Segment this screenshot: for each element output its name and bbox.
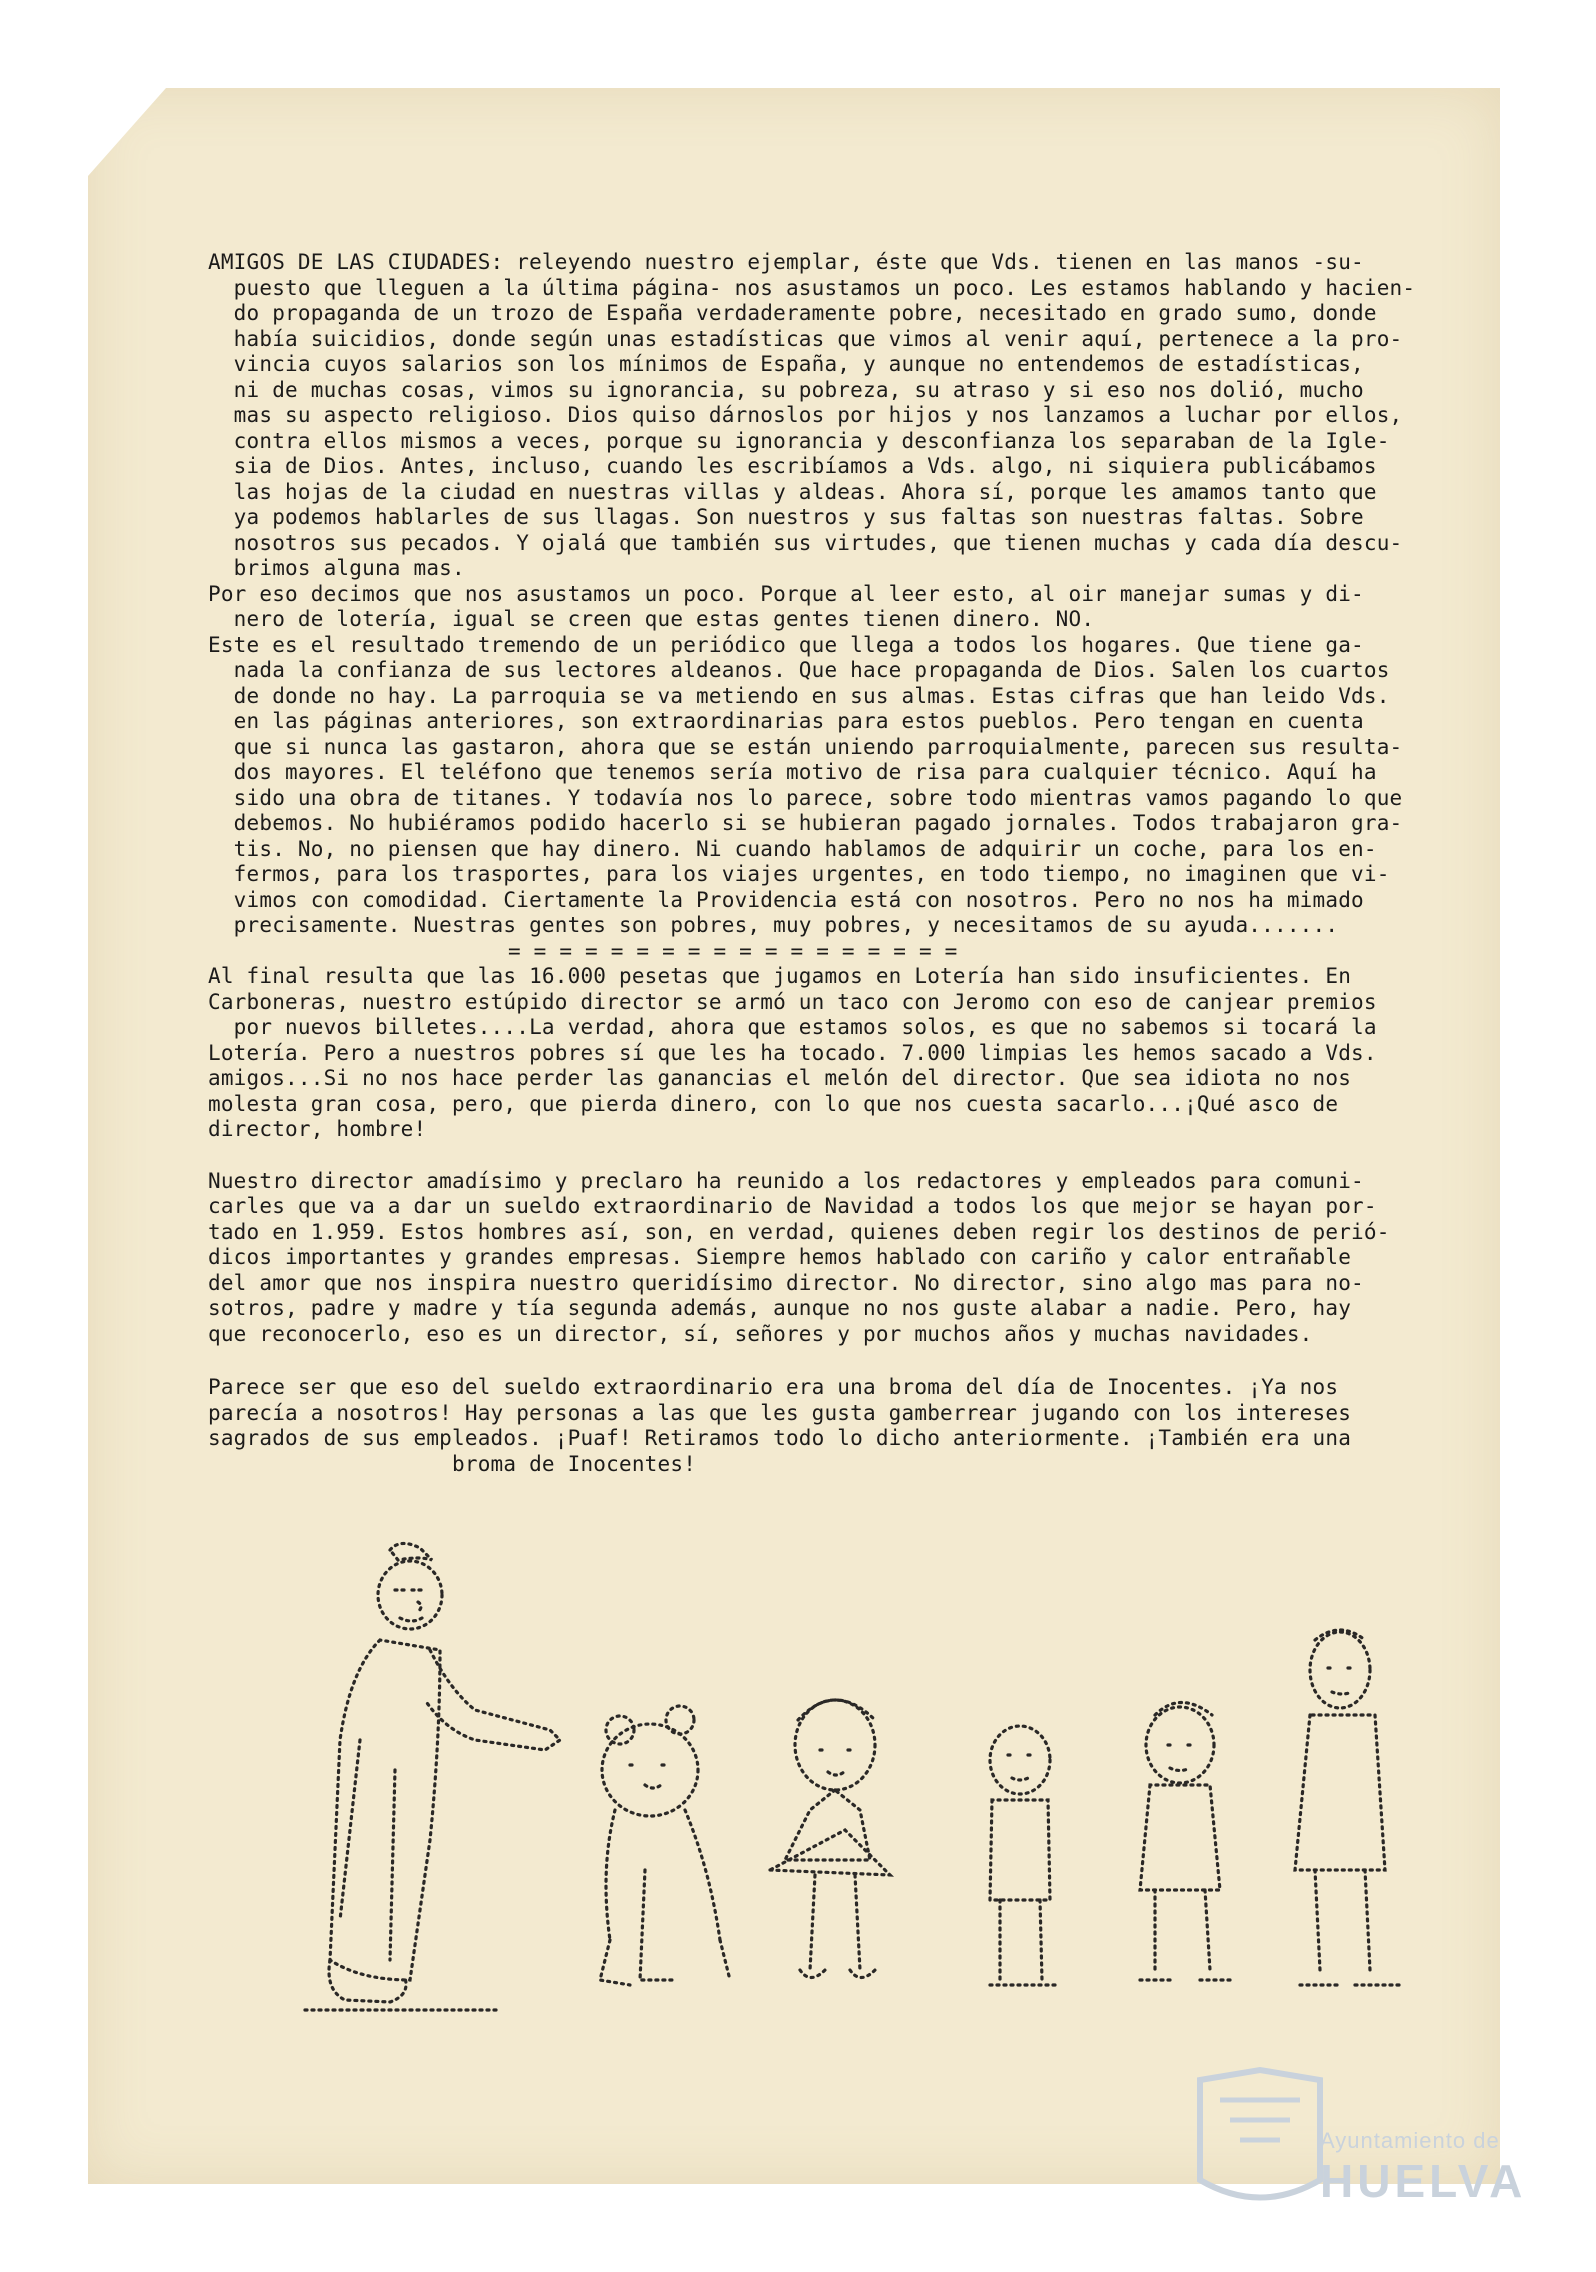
paragraph-amigos [208, 250, 1478, 582]
text-line: del amor que nos inspira nuestro queridísimo director. No director, sino algo mas para no- [208, 1270, 1364, 1295]
text-line: carles que va a dar un sueldo extraordinario de Navidad a todos los que mejor se hayan por- [208, 1194, 1377, 1218]
text-line: nero de lotería, igual se creen que estas gentes tienen dinero. NO. [208, 607, 1095, 631]
girl-figure [770, 1700, 890, 1978]
text-line: do propaganda de un trozo de España verdaderamente pobre, necesitado en grado sumo, donde [208, 301, 1377, 325]
text-line: vincia cuyos salarios son los mínimos de España, y aunque no entendemos de estadísticas, [208, 352, 1364, 376]
text-line: parecía a nosotros! Hay personas a las que les gusta gamberrear jugando con los intereses [208, 1400, 1352, 1425]
text-line: sia de Dios. Antes, incluso, cuando les escribíamos a Vds. algo, ni siquiera publicábamos [208, 454, 1377, 478]
separator-line: = = = = = = = = = = = = = = = = = = [508, 938, 958, 963]
text-line: Este es el resultado tremendo de un periódico que llega a todos los hogares. Que tiene ga- [208, 632, 1364, 657]
text-line: AMIGOS DE LAS CIUDADES: releyendo nuestro ejemplar, éste que Vds. tienen en las manos -su- [208, 250, 1364, 274]
watermark-line2: HUELVA [1320, 2155, 1527, 2207]
text-line: brimos alguna mas. [208, 556, 465, 580]
paragraph-gap [208, 1143, 1478, 1169]
text-line: Parece ser que eso del sueldo extraordinario era una broma del día de Inocentes. ¡Ya nos [208, 1375, 1339, 1399]
text-line: precisamente. Nuestras gentes son pobres, muy pobres, y necesitamos de su ayuda....... [208, 913, 1339, 937]
text-line: ya podemos hablarles de sus llagas. Son nuestros y sus faltas son nuestras faltas. Sobre [208, 505, 1364, 529]
paragraph-gap [208, 1347, 1478, 1375]
priest-figure [305, 1543, 560, 2010]
text-line: nada la confianza de sus lectores aldeanos. Que hace propaganda de Dios. Salen los cuartos [208, 658, 1390, 682]
text-line: Por eso decimos que nos asustamos un poco. Porque al leer esto, al oir manejar sumas y di- [208, 581, 1364, 606]
text-line: por nuevos billetes....La verdad, ahora que estamos solos, es que no sabemos si tocará la [208, 1015, 1377, 1039]
text-line: que si nunca las gastaron, ahora que se están uniendo parroquialmente, parecen sus resulta- [208, 734, 1403, 759]
text-line: que reconocerlo, eso es un director, sí, señores y por muchos años y muchas navidades. [208, 1321, 1313, 1346]
text-line: nosotros sus pecados. Y ojalá que también sus virtudes, que tienen muchas y cada día descu- [208, 530, 1403, 555]
text-line: tis. No, no piensen que hay dinero. Ni cuando hablamos de adquirir un coche, para los en- [208, 836, 1377, 861]
text-line: amigos...Si no nos hace perder las ganancias el melón del director. Que sea idiota no nos [208, 1066, 1352, 1090]
paragraph-director [208, 1169, 1478, 1348]
text-line: las hojas de la ciudad en nuestras villas y aldeas. Ahora sí, porque les amamos tanto que [208, 479, 1377, 504]
paragraph-inocentes [208, 1375, 1478, 1477]
text-line: Nuestro director amadísimo y preclaro ha reunido a los redactores y empleados para comuni- [208, 1168, 1364, 1193]
text-line: mas su aspecto religioso. Dios quiso dárnoslos por hijos y nos lanzamos a luchar por ellos, [208, 403, 1403, 427]
text-line: director, hombre! [208, 1117, 427, 1141]
text-line: broma de Inocentes! [208, 1451, 697, 1476]
text-line: ni de muchas cosas, vimos su ignorancia, su pobreza, su atraso y si eso nos dolió, mucho [208, 377, 1364, 402]
text-line: tado en 1.959. Estos hombres así, son, en verdad, quienes deben regir los destinos de perió- [208, 1219, 1390, 1244]
text-line: Lotería. Pero a nuestros pobres sí que les ha tocado. 7.000 limpias les hemos sacado a Vds. [208, 1040, 1377, 1065]
text-line: dos mayores. El teléfono que tenemos sería motivo de risa para cualquier técnico. Aquí ha [208, 760, 1377, 784]
typewritten-text [208, 250, 1478, 1477]
text-line: molesta gran cosa, pero, que pierda dinero, con lo que nos cuesta sacarlo...¡Qué asco de [208, 1091, 1339, 1116]
text-line: en las páginas anteriores, son extraordinarias para estos pueblos. Pero tengan en cuenta [208, 709, 1364, 733]
text-line: sotros, padre y madre y tía segunda además, aunque no nos guste alabar a nadie. Pero, hay [208, 1296, 1352, 1320]
text-line: sagrados de sus empleados. ¡Puaf! Retiramos todo lo dicho anteriormente. ¡También era una [208, 1426, 1352, 1450]
text-line: dicos importantes y grandes empresas. Siempre hemos hablado con cariño y calor entrañable [208, 1245, 1352, 1269]
boy-small-figure [990, 1726, 1055, 1985]
watermark-line1: Ayuntamiento de [1320, 2128, 1500, 2153]
dotted-illustration [300, 1540, 1430, 2100]
text-line: debemos. No hubiéramos podido hacerlo si se hubieran pagado jornales. Todos trabajaron gra- [208, 811, 1403, 835]
text-line: puesto que lleguen a la última página- nos asustamos un poco. Les estamos hablando y hacien- [208, 275, 1416, 300]
paragraph-resultado [208, 633, 1478, 939]
text-line: Al final resulta que las 16.000 pesetas que jugamos en Lotería han sido insuficientes. En [208, 964, 1352, 988]
dog-figure [600, 1706, 730, 1985]
paragraph-por-eso [208, 582, 1478, 633]
text-line: sido una obra de titanes. Y todavía nos lo parece, sobre todo mientras vamos pagando lo que [208, 785, 1403, 810]
text-line: vimos con comodidad. Ciertamente la Providencia está con nosotros. Pero no nos ha mimado [208, 887, 1364, 912]
text-line: de donde no hay. La parroquia se va metiendo en sus almas. Estas cifras que han leido Vds. [208, 683, 1390, 708]
boy-figure [1140, 1703, 1235, 1981]
text-line: fermos, para los trasportes, para los viajes urgentes, en todo tiempo, no imaginen que vi- [208, 862, 1390, 886]
man-figure [1295, 1630, 1400, 1985]
text-line: había suicidios, donde según unas estadísticas que vimos al venir aquí, pertenece a la pro- [208, 326, 1403, 351]
paragraph-loteria [208, 964, 1478, 1143]
text-line: contra ellos mismos a veces, porque su ignorancia y desconfianza los separaban de la Igle- [208, 428, 1390, 453]
text-line: Carboneras, nuestro estúpido director se armó un taco con Jeromo con eso de canjear premios [208, 989, 1377, 1014]
